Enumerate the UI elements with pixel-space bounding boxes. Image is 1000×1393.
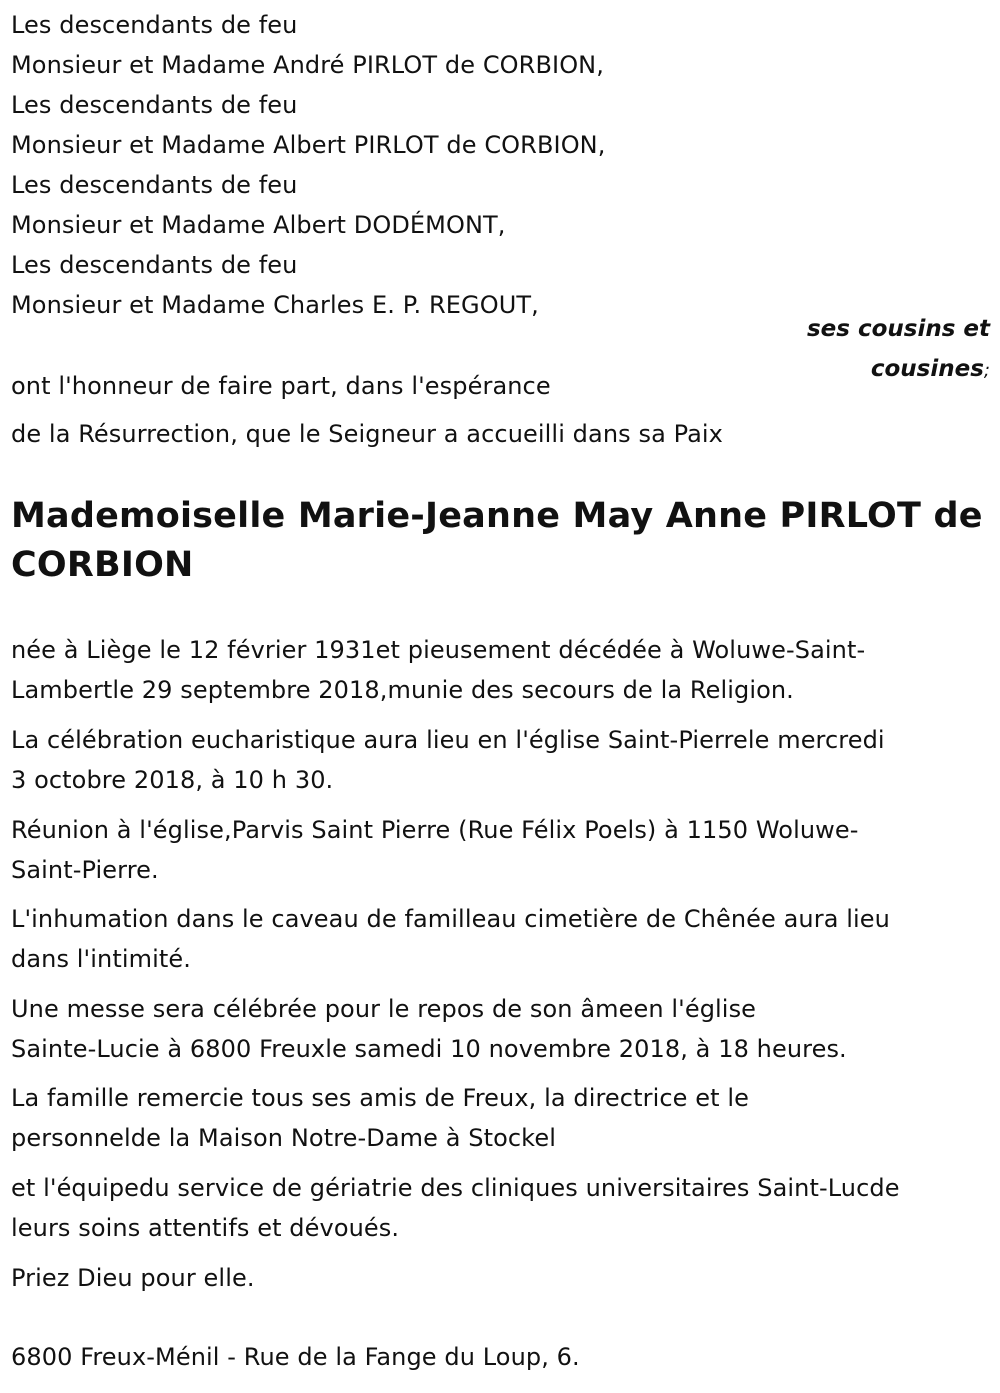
announcement-line-1: ont l'honneur de faire part, dans l'espérance bbox=[11, 372, 551, 400]
announcement-line-2: de la Résurrection, que le Seigneur a accueilli dans sa Paix bbox=[11, 420, 723, 448]
meeting-line-2: Saint-Pierre. bbox=[11, 856, 159, 884]
family-name: Monsieur et Madame Albert PIRLOT de CORBION, bbox=[11, 131, 606, 159]
family-name: Monsieur et Madame Charles E. P. REGOUT, bbox=[11, 291, 539, 319]
family-name: Monsieur et Madame André PIRLOT de CORBION, bbox=[11, 51, 604, 79]
address: 6800 Freux-Ménil - Rue de la Fange du Loup, 6. bbox=[11, 1343, 580, 1371]
burial-line-1: L'inhumation dans le caveau de familleau cimetière de Chênée aura lieu bbox=[11, 905, 890, 933]
family-intro: Les descendants de feu bbox=[11, 171, 298, 199]
family-name: Monsieur et Madame Albert DODÉMONT, bbox=[11, 211, 506, 239]
prayer: Priez Dieu pour elle. bbox=[11, 1264, 255, 1292]
celebration-line-2: 3 octobre 2018, à 10 h 30. bbox=[11, 766, 334, 794]
family-intro: Les descendants de feu bbox=[11, 91, 298, 119]
birth-death-line-2: Lambertle 29 septembre 2018,munie des secours de la Religion. bbox=[11, 676, 794, 704]
mass-line-1: Une messe sera célébrée pour le repos de son âmeen l'église bbox=[11, 995, 757, 1023]
meeting-line-1: Réunion à l'église,Parvis Saint Pierre (Rue Félix Poels) à 1150 Woluwe- bbox=[11, 816, 859, 844]
deceased-name-line-2: CORBION bbox=[11, 545, 194, 585]
relation-line-1: ses cousins et bbox=[806, 316, 990, 342]
birth-death-line-1: née à Liège le 12 février 1931et pieusement décédée à Woluwe-Saint- bbox=[11, 636, 866, 664]
thanks-line-2: personnelde la Maison Notre-Dame à Stockel bbox=[11, 1124, 556, 1152]
thanks-continued-line-1: et l'équipedu service de gériatrie des cliniques universitaires Saint-Lucde bbox=[11, 1174, 900, 1202]
mass-line-2: Sainte-Lucie à 6800 Freuxle samedi 10 novembre 2018, à 18 heures. bbox=[11, 1035, 847, 1063]
family-intro: Les descendants de feu bbox=[11, 251, 298, 279]
relation-line-2 bbox=[871, 349, 990, 391]
family-intro: Les descendants de feu bbox=[11, 11, 298, 39]
relation-separator: ; bbox=[983, 360, 990, 381]
thanks-continued-line-2: leurs soins attentifs et dévoués. bbox=[11, 1214, 400, 1242]
deceased-name-line-1: Mademoiselle Marie-Jeanne May Anne PIRLOT de bbox=[11, 496, 983, 536]
burial-line-2: dans l'intimité. bbox=[11, 945, 191, 973]
relation-text: cousines bbox=[870, 356, 984, 382]
thanks-line-1: La famille remercie tous ses amis de Freux, la directrice et le bbox=[11, 1084, 749, 1112]
celebration-line-1: La célébration eucharistique aura lieu en l'église Saint-Pierrele mercredi bbox=[11, 726, 885, 754]
